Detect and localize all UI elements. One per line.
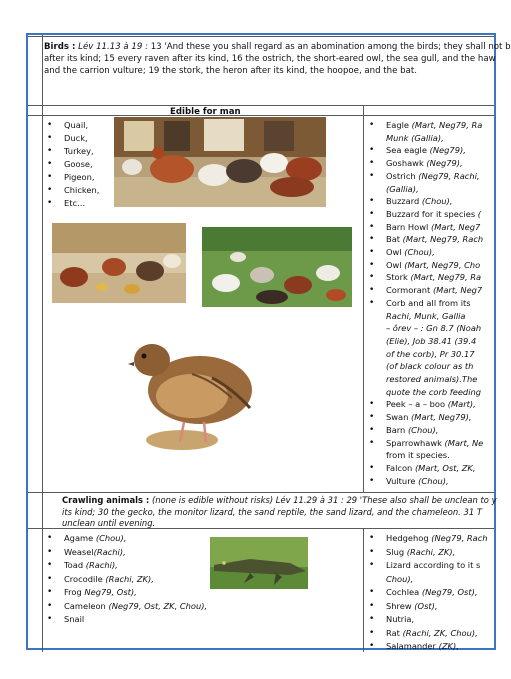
unclean-bird-item <box>366 411 483 424</box>
unclean-bird-item <box>366 348 483 361</box>
unclean-bird-item-refs: (Chou), <box>418 475 449 486</box>
unclean-bird-item-refs: (Mart, Neg79, Ra <box>410 272 482 283</box>
unclean-bird-item-refs: (Mart, Ne <box>444 437 484 448</box>
unclean-bird-item <box>366 157 483 170</box>
crawling-item-refs: (Neg79, Ost, ZK, Chou), <box>108 600 208 611</box>
birds-text-line: and the carrion vulture; 19 the stork, the heron after its kind, the hoopoe, and the bat. <box>44 66 417 76</box>
table-col-divider <box>363 105 364 492</box>
unclean-bird-item-refs: (Mart, Ost, ZK, <box>414 462 476 473</box>
unclean-bird-item <box>366 398 483 411</box>
unclean-bird-item-name: Sparrowhawk <box>386 437 445 448</box>
edible-item: • Turkey, <box>44 145 99 158</box>
crawling-item-name: Shrew <box>386 600 415 611</box>
unclean-bird-item-refs: of the corb), Pr 30.17 <box>386 348 475 359</box>
crawling-item-name: Snail <box>64 614 85 624</box>
edible-item: • Duck, <box>44 132 99 145</box>
unclean-bird-item <box>366 259 483 272</box>
unclean-bird-item-name: Ostrich <box>386 170 419 181</box>
unclean-bird-item-name: Falcon <box>386 462 415 473</box>
unclean-bird-item-refs: (Mart, Neg7 <box>432 285 483 296</box>
crawling-item-refs: (Neg79, Rach <box>431 533 488 543</box>
unclean-bird-item-refs: restored animals).The <box>386 374 478 385</box>
unclean-bird-item-name: Cormorant <box>386 285 433 296</box>
crocodile-photo <box>210 537 308 589</box>
edible-list <box>44 119 99 210</box>
unclean-bird-item <box>366 132 483 145</box>
unclean-bird-item-name: Sea eagle <box>386 145 430 156</box>
quail-photo <box>122 318 262 454</box>
unclean-bird-item-refs: (Neg79), <box>426 158 463 169</box>
crawling-item <box>366 532 488 546</box>
crawling-item-name: Agame <box>64 533 96 543</box>
unclean-bird-item-refs: (Mart, Neg79, Ra <box>411 120 483 130</box>
crawling-item-refs: (Neg79, Ost), <box>421 587 478 597</box>
unclean-bird-item <box>366 144 483 157</box>
edible-header: Edible for man <box>170 107 241 117</box>
crawling-item-refs: (Rachi, ZK), <box>105 573 154 584</box>
table-row-divider <box>28 492 494 493</box>
unclean-bird-item-refs: (Chou), <box>404 247 435 258</box>
crawling-intro <box>62 495 497 530</box>
unclean-bird-item-refs: quote the corb feeding <box>386 386 482 397</box>
crawling-item <box>366 586 488 600</box>
table-top-line <box>28 36 494 37</box>
crawling-item <box>366 640 488 654</box>
crawling-item <box>44 600 207 614</box>
unclean-bird-item <box>366 386 483 399</box>
unclean-bird-item-name: Goshawk <box>386 158 427 169</box>
unclean-bird-item-refs: (Mart, Neg79, Cho <box>404 259 481 270</box>
crawling-item-refs: (ZK), <box>438 641 459 651</box>
birds-text-line: 13 'And these you shall regard as an abomination among the birds; they shall not b <box>150 42 511 52</box>
crawling-title: Crawling animals : <box>62 495 150 505</box>
unclean-bird-item-refs: (Gallia), <box>386 183 419 194</box>
crawling-text-line: unclean until evening. <box>62 518 156 528</box>
unclean-bird-item-name: Barn Howl <box>386 221 431 232</box>
crawling-item <box>366 573 488 587</box>
unclean-bird-item <box>366 195 483 208</box>
unclean-birds-list <box>366 119 483 487</box>
crawling-item <box>366 559 488 573</box>
unclean-bird-item-refs: (Mart, Neg79, Rach <box>402 234 484 245</box>
crawling-item-name: Hedgehog <box>386 533 432 543</box>
unclean-bird-item <box>366 373 483 386</box>
table-row-divider <box>28 105 494 106</box>
edible-item: • Etc… <box>44 197 99 210</box>
crawling-item-name: Cochlea <box>386 587 422 597</box>
flock-field-photo <box>202 227 352 307</box>
unclean-bird-item-refs: (Chou), <box>407 424 439 435</box>
crawling-item <box>44 532 207 546</box>
crawling-item-refs: (Ost), <box>414 600 438 611</box>
unclean-bird-item-refs: (of black colour as th <box>386 361 474 372</box>
unclean-bird-item <box>366 284 483 297</box>
crawling-item-name: Cameleon <box>64 600 109 611</box>
unclean-bird-item-refs: Munk (Gallia), <box>386 132 444 143</box>
unclean-bird-item <box>366 170 483 183</box>
unclean-bird-item-name: Stork <box>386 272 411 283</box>
birds-reference: Lév 11.13 à 19 : <box>78 42 148 52</box>
crawling-item-refs: Neg79, Ost), <box>84 587 137 597</box>
unclean-bird-item-refs: Rachi, Munk, Gallia <box>386 310 466 321</box>
table-row-divider <box>28 115 494 116</box>
crawling-item-refs: (Rachi), <box>85 560 118 570</box>
unclean-bird-item <box>366 449 483 462</box>
chickens-painting-photo <box>52 223 186 303</box>
crawling-item-name: Frog <box>64 587 85 597</box>
crawling-item-refs: (Chou), <box>95 533 127 543</box>
crawling-item-refs: (Rachi, ZK, Chou), <box>402 627 478 638</box>
table-col-divider <box>363 528 364 652</box>
unclean-bird-item-name: Buzzard <box>386 196 422 207</box>
unclean-bird-item-name: Peek – a – boo <box>386 399 448 410</box>
document-page <box>26 33 511 651</box>
table-left-line <box>42 35 43 652</box>
unclean-bird-item <box>366 119 483 132</box>
crawling-item <box>366 600 488 614</box>
crawling-item-name: Salamander <box>386 641 439 651</box>
unclean-bird-item-refs: (Elie), Job 38.41 (39.4 <box>386 335 477 346</box>
birds-intro <box>44 41 511 77</box>
crawling-item <box>366 627 488 641</box>
birds-text-line: after its kind; 15 every raven after its kind, 16 the ostrich, the short-eared owl, the sea gull, and the haw <box>44 54 496 64</box>
unclean-bird-item-name: Owl <box>386 247 405 258</box>
unclean-bird-item-name: Owl <box>386 259 405 270</box>
crawling-item-name: Crocodile <box>64 573 106 584</box>
unclean-bird-item <box>366 462 483 475</box>
unclean-bird-item-name: Swan <box>386 412 412 423</box>
crawling-item <box>44 586 207 600</box>
unclean-bird-item-refs: ( <box>477 208 482 219</box>
unclean-bird-item-refs: (Neg79), <box>429 145 466 156</box>
poultry-yard-photo <box>114 117 326 207</box>
edible-item: • Pigeon, <box>44 171 99 184</box>
unclean-bird-item-refs: (Neg79, Rachi, <box>418 170 480 181</box>
unclean-bird-item-name: from it species. <box>386 450 450 461</box>
crawling-item <box>44 559 207 573</box>
unclean-bird-item-refs: (Chou), <box>421 196 453 207</box>
unclean-bird-item <box>366 322 483 335</box>
crawling-item-name: Nutria, <box>386 614 415 624</box>
crawling-item-refs: (Rachi), <box>93 546 126 557</box>
unclean-bird-item <box>366 221 483 234</box>
crawling-item <box>44 573 207 587</box>
unclean-bird-item <box>366 360 483 373</box>
unclean-bird-item <box>366 310 483 323</box>
unclean-bird-item <box>366 246 483 259</box>
unclean-bird-item-name: Barn <box>386 424 408 435</box>
crawling-item-name: Slug <box>386 546 407 557</box>
unclean-bird-item <box>366 335 483 348</box>
unclean-bird-item-name: Bat <box>386 234 403 245</box>
unclean-bird-item-name: Vulture <box>386 475 419 486</box>
unclean-bird-item-name: Eagle <box>386 120 412 130</box>
unclean-bird-item <box>366 233 483 246</box>
crawling-item-name: Toad <box>64 560 86 570</box>
unclean-bird-item <box>366 208 483 221</box>
edible-item: • Goose, <box>44 158 99 171</box>
crawling-item <box>366 613 488 627</box>
edible-item: • Quail, <box>44 119 99 132</box>
unclean-bird-item-refs: (Mart, Neg7 <box>430 221 481 232</box>
unclean-bird-item-name: Buzzard for it species <box>386 208 478 219</box>
unclean-bird-item-refs: (Mart, Neg79), <box>411 412 472 423</box>
crawling-text-line: its kind; 30 the gecko, the monitor lizard, the sand reptile, the sand lizard, and the chameleon. 31 T <box>62 506 482 517</box>
unclean-bird-item-refs: (Mart), <box>447 399 476 410</box>
unclean-bird-item <box>366 271 483 284</box>
crawling-item-refs: Chou), <box>386 573 414 584</box>
edible-item: • Chicken, <box>44 184 99 197</box>
crawling-item-name: Lizard according to it s <box>386 560 481 570</box>
crawling-item <box>44 546 207 560</box>
unclean-bird-item <box>366 297 483 310</box>
crawling-left-list <box>44 532 207 627</box>
crawling-item <box>44 613 207 627</box>
crawling-right-list <box>366 532 488 654</box>
unclean-bird-item <box>366 437 483 450</box>
crawling-item-refs: (Rachi, ZK), <box>406 546 456 557</box>
crawling-item-name: Rat <box>386 627 403 638</box>
crawling-item <box>366 546 488 560</box>
unclean-bird-item <box>366 424 483 437</box>
crawling-item-name: Weasel <box>64 546 94 557</box>
unclean-bird-item <box>366 183 483 196</box>
unclean-bird-item <box>366 475 483 488</box>
unclean-bird-item-name: Corb and all from its <box>386 297 471 308</box>
crawling-text-line: (none is edible without risks) Lév 11.29 à 31 : 29 'These also shall be unclean to y <box>151 495 497 505</box>
birds-title: Birds : <box>44 42 76 52</box>
unclean-bird-item-refs: – ôrev – : Gn 8.7 (Noah <box>386 323 482 334</box>
